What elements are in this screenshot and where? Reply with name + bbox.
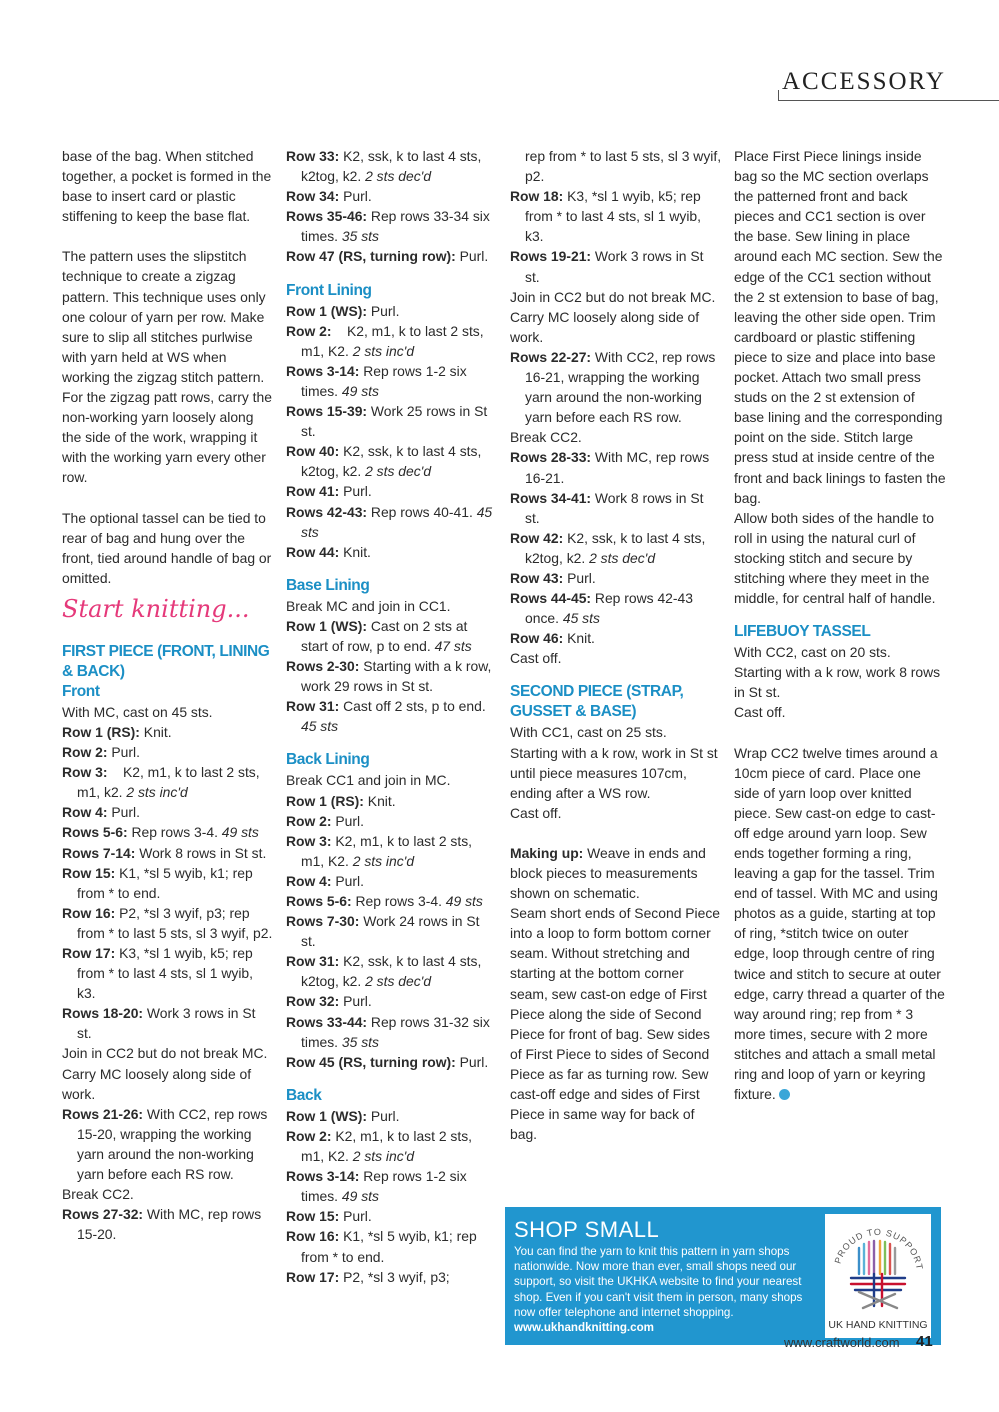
row-instruction: Row 1 (RS): Knit. [62, 723, 172, 740]
row-instruction: Rows 44-45: Rep rows 42-43 once. 45 sts [510, 590, 693, 627]
row-instruction: Rows 3-14: Rep rows 1-2 six times. 49 sts [286, 1168, 467, 1205]
instruction: Seam short ends of Second Piece into a loop to form bottom corner seam. Without stretching and starting at the bottom corner seam, sew cast-on edge of First Piece along the side of Second Piece for front of bag. Sew sides of First Piece to sides of Second Piece as far as turning row. Sew cast-off edge and sides of First Piece in same way for back of bag. [510, 905, 721, 1143]
row-instruction: Rows 42-43: Rep rows 40-41. 45 sts [286, 503, 493, 540]
row-instruction: Row 32: Purl. [286, 993, 372, 1010]
instruction: Break CC1 and join in MC. [286, 772, 451, 789]
row-instruction: Row 40: K2, ssk, k to last 4 sts, k2tog, k2. 2 sts dec'd [286, 443, 482, 480]
row-instruction: Row 41: Purl. [286, 483, 372, 500]
column-2 [286, 146, 498, 1287]
row-instruction: Row 18: K3, *sl 1 wyib, k5; rep from * to last 4 sts, sl 1 wyib, k3. [510, 188, 702, 245]
row-instruction: Row 16: K1, *sl 5 wyib, k1; rep from * to end. [286, 1228, 477, 1265]
row-instruction: Row 47 (RS, turning row): Purl. [286, 248, 489, 265]
row-instruction: Row 15: Purl. [286, 1208, 372, 1225]
row-instruction: Row 46: Knit. [510, 630, 595, 647]
row-instruction: Rows 3-14: Rep rows 1-2 six times. 49 sts [286, 362, 467, 399]
row-instruction: Rows 27-32: With MC, rep rows 15-20. [62, 1206, 262, 1243]
instruction: With CC2, cast on 20 sts. [734, 644, 891, 661]
instruction: Starting with a k row, work 8 rows in St st. [734, 664, 941, 701]
instruction: Place First Piece linings inside bag so the MC section overlaps the patterned front and back pieces and CC1 section is over the base. Sew lining in place around each MC section. Sew the edge of the CC1 section without the 2 st extension to base of bag, leaving the other side open. Trim cardboard or plastic stiffening piece to size and place into base pocket. Attach two small press studs on the 2 st extension of base lining and the corresponding point on the side. Stitch large press stud at inside centre of the front and back linings to fasten the bag. [734, 148, 946, 506]
instruction: With MC, cast on 45 sts. [62, 703, 213, 720]
row-instruction: Rows 5-6: Rep rows 3-4. 49 sts [62, 824, 259, 841]
start-knitting-heading: Start knitting... [62, 594, 250, 623]
row-instruction: Row 1 (RS): Knit. [286, 792, 396, 809]
ukhka-link[interactable]: www.ukhandknitting.com [514, 1321, 654, 1335]
row-instruction: Row 2: K2, m1, k to last 2 sts, m1, K2. 2 sts inc'd [286, 1127, 473, 1165]
section-heading: Front Lining [286, 281, 372, 299]
shop-small-box [505, 1207, 941, 1345]
instruction: Starting with a k row, work in St st until piece measures 107cm, ending after a WS row. [510, 744, 718, 801]
instruction: Cast off. [510, 804, 562, 821]
logo-caption: UK HAND KNITTING [828, 1319, 928, 1331]
row-instruction: Row 44: Knit. [286, 543, 371, 560]
shop-small-title: SHOP SMALL [514, 1217, 660, 1242]
row-instruction: Row 31: K2, ssk, k to last 4 sts, k2tog, k2. 2 sts dec'd [286, 953, 482, 990]
section-heading: FIRST PIECE (FRONT, LINING & BACK) [62, 642, 270, 680]
row-instruction: Rows 7-30: Work 24 rows in St st. [286, 913, 480, 950]
row-instruction: Row 1 (WS): Purl. [286, 302, 400, 319]
row-instruction: Row 45 (RS, turning row): Purl. [286, 1053, 489, 1070]
section-heading: Back [286, 1086, 322, 1104]
section-heading: SECOND PIECE (STRAP, GUSSET & BASE) [510, 683, 684, 721]
section-subheading: Front [62, 682, 100, 700]
row-instruction: Row 1 (WS): Purl. [286, 1107, 400, 1124]
row-instruction: Rows 28-33: With MC, rep rows 16-21. [510, 449, 710, 486]
row-instruction: Row 2: K2, m1, k to last 2 sts, m1, K2. 2 sts inc'd [286, 322, 488, 359]
instruction: Join in CC2 but do not break MC. Carry MC loosely along side of work. [62, 1045, 268, 1102]
row-instruction: Row 3: K2, m1, k to last 2 sts, m1, K2. 2 sts inc'd [286, 832, 473, 869]
row-instruction: Rows 35-46: Rep rows 33-34 six times. 35 sts [286, 208, 490, 245]
row-continuation: rep from * to last 5 sts, sl 3 wyif, p2. [525, 148, 722, 185]
page-number: 41 [916, 1333, 933, 1350]
section-title: ACCESSORY [782, 68, 946, 95]
row-instruction: Row 16: P2, *sl 3 wyif, p3; rep from * to last 5 sts, sl 3 wyif, p2. [62, 904, 273, 941]
instruction: Wrap CC2 twelve times around a 10cm piece of card. Place one side of yarn loop over knitted piece. Sew cast-on edge to cast-off edge around yarn loop. Sew ends together forming a ring, leaving a gap for the tassel. Trim end of tassel. With MC and using photos as a guide, starting at top of ring, *stitch twice on outer edge, loop through centre of ring twice and stitch to secure at outer edge, carry thread a quarter of the way around ring; rep from * 3 more times, secure with 2 more stitches and attach a small metal ring and loop of yarn or keyring fixture. [734, 744, 945, 1103]
row-instruction: Rows 33-44: Rep rows 31-32 six times. 35 sts [286, 1013, 490, 1050]
row-instruction: Row 31: Cast off 2 sts, p to end. 45 sts [286, 698, 486, 735]
row-instruction: Row 43: Purl. [510, 569, 596, 586]
instruction: Break CC2. [62, 1186, 134, 1203]
row-instruction: Rows 19-21: Work 3 rows in St st. [510, 248, 704, 285]
column-1 [62, 146, 274, 1244]
row-instruction: Rows 21-26: With CC2, rep rows 15-20, wrapping the working yarn around the non-working yarn before each RS row. [62, 1105, 268, 1183]
row-instruction: Row 33: K2, ssk, k to last 4 sts, k2tog, k2. 2 sts dec'd [286, 148, 482, 185]
row-instruction: Row 4: Purl. [286, 872, 364, 889]
instruction: Allow both sides of the handle to roll in using the natural curl of stocking stitch and secure by stitching where they meet in the middle, for central half of handle. [734, 509, 936, 607]
footer-url: www.craftworld.com [784, 1335, 900, 1350]
section-heading: Base Lining [286, 576, 370, 594]
header-rule [778, 100, 999, 101]
row-instruction: Rows 22-27: With CC2, rep rows 16-21, wrapping the working yarn around the non-working yarn before each RS row. [510, 348, 716, 426]
uk-hand-knitting-logo [825, 1214, 931, 1338]
row-instruction: Row 2: Purl. [286, 812, 364, 829]
row-instruction: Rows 18-20: Work 3 rows in St st. [62, 1005, 256, 1042]
intro-paragraph: base of the bag. When stitched together, a pocket is formed in the base to insert card or plastic stiffening to keep the base flat. [62, 148, 272, 225]
making-up: Making up: Weave in ends and block pieces to measurements shown on schematic. [510, 844, 706, 902]
row-instruction: Row 42: K2, ssk, k to last 4 sts, k2tog, k2. 2 sts dec'd [510, 529, 706, 566]
instruction: Break CC2. [510, 429, 582, 446]
row-instruction: Rows 34-41: Work 8 rows in St st. [510, 489, 704, 526]
intro-paragraph: The optional tassel can be tied to rear of bag and hung over the front, tied around handle of bag or omitted. [62, 509, 272, 586]
svg-text:PROUD TO SUPPORT [833, 1227, 925, 1271]
row-instruction: Row 1 (WS): Cast on 2 sts at start of row, p to end. 47 sts [286, 617, 472, 654]
instruction: Cast off. [734, 704, 786, 721]
row-instruction: Rows 2-30: Starting with a k row, work 29 rows in St st. [286, 658, 492, 695]
logo-arc-text: PROUD TO SUPPORT [832, 1226, 925, 1271]
row-instruction: Row 15: K1, *sl 5 wyib, k1; rep from * to end. [62, 864, 253, 901]
logo-graphic [825, 1214, 931, 1338]
instruction: Break MC and join in CC1. [286, 597, 451, 614]
row-instruction: Rows 5-6: Rep rows 3-4. 49 sts [286, 893, 483, 909]
column-3 [510, 146, 722, 1144]
row-instruction: Rows 15-39: Work 25 rows in St st. [286, 403, 488, 440]
section-heading: Back Lining [286, 751, 370, 769]
row-instruction: Row 3: K2, m1, k to last 2 sts, m1, k2. 2 sts inc'd [62, 764, 264, 801]
row-instruction: Row 2: Purl. [62, 744, 140, 761]
column-4 [734, 146, 946, 1104]
section-heading: LIFEBUOY TASSEL [734, 623, 871, 641]
row-instruction: Row 17: P2, *sl 3 wyif, p3; [286, 1268, 450, 1285]
instruction: With CC1, cast on 25 sts. [510, 724, 667, 741]
row-instruction: Rows 7-14: Work 8 rows in St st. [62, 844, 267, 861]
intro-paragraph: The pattern uses the slipstitch technique to create a zigzag pattern. This technique uses only one colour of yarn per row. Make sure to slip all stitches purlwise with yarn held at WS when working the zigzag stitch pattern. For the zigzag patt rows, carry the non-working yarn loosely along the side of the work, wrapping it with the working yarn every other row. [62, 248, 272, 486]
row-instruction: Row 34: Purl. [286, 188, 372, 205]
yarn-ball-icon [779, 1089, 790, 1100]
shop-small-body: You can find the yarn to knit this pattern in yarn shops nationwide. Now more than ever, small shops need our support, so visit the UKHKA website to find your nearest shop. Even if you can't visit them in person, many shops now offer telephone and internet shopping. www.ukhandknitting.com [514, 1245, 803, 1335]
instruction: Join in CC2 but do not break MC. Carry MC loosely along side of work. [510, 288, 716, 345]
row-instruction: Row 4: Purl. [62, 804, 140, 821]
row-instruction: Row 17: K3, *sl 1 wyib, k5; rep from * to last 4 sts, sl 1 wyib, k3. [62, 945, 254, 1002]
instruction: Cast off. [510, 650, 562, 667]
